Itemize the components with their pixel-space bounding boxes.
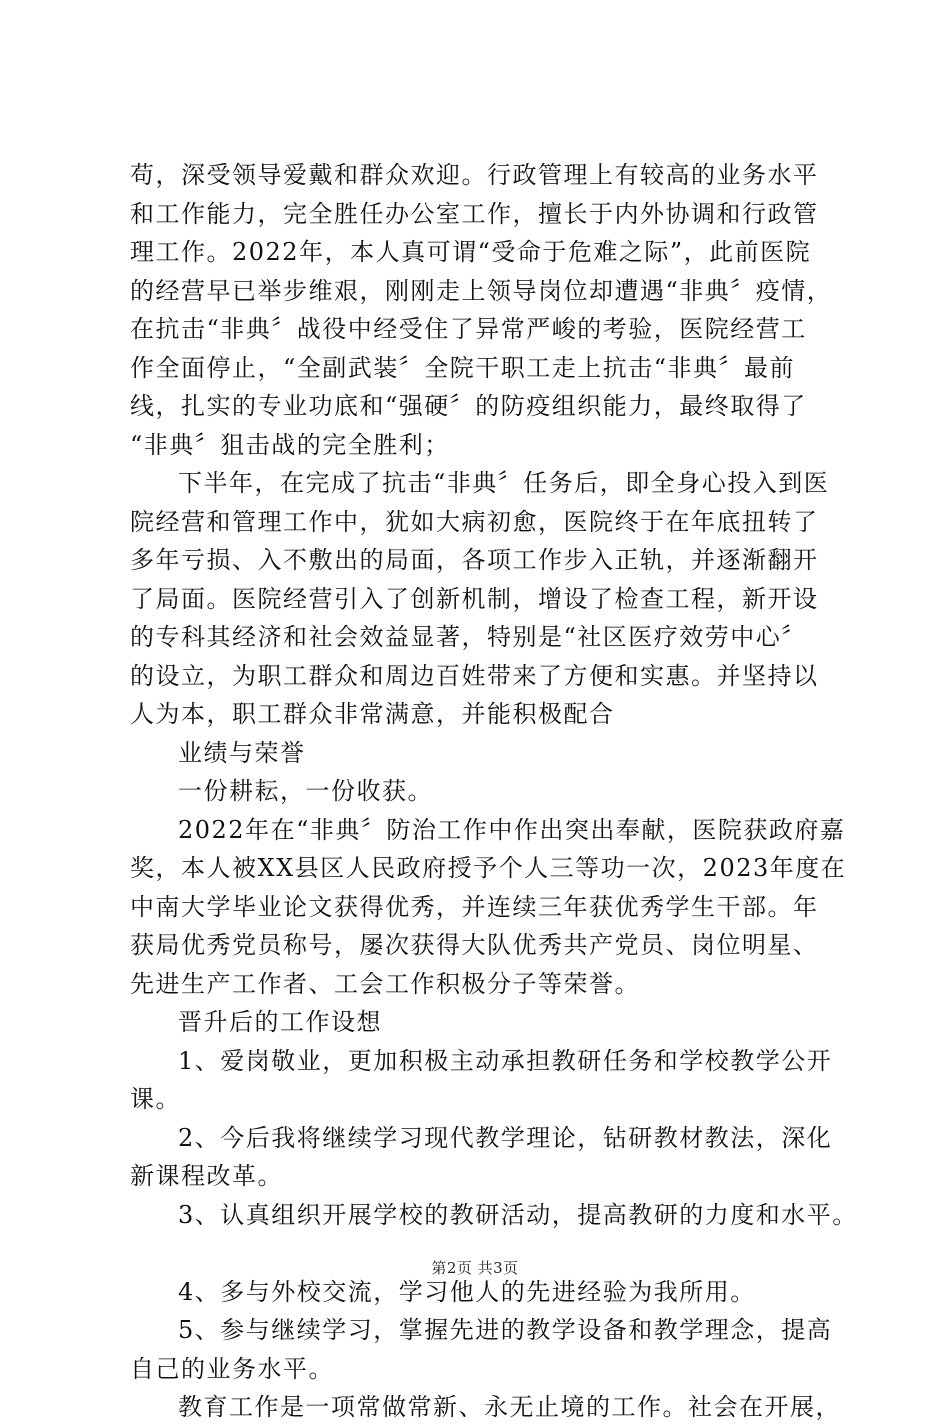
text-line: 获局优秀党员称号，屡次获得大队优秀共产党员、岗位明星、 <box>130 931 819 959</box>
text-line: 线，扎实的专业功底和“强硬〞的防疫组织能力，最终取得了 <box>130 392 807 420</box>
text-line: 作全面停止，“全副武装〞全院干职工走上抗击“非典〞最前 <box>130 353 796 382</box>
text-line: 中南大学毕业论文获得优秀，并连续三年获优秀学生干部。年 <box>130 892 819 921</box>
list-item: 5、参与继续学习，掌握先进的教学设备和教学理念，提高 <box>178 1316 833 1344</box>
list-item: 2、今后我将继续学习现代教学理论，钻研教材教法，深化 <box>178 1123 833 1152</box>
text-line: “非典〞狙击战的完全胜利； <box>130 430 450 459</box>
text-line: 的专科其经济和社会效益显著，特别是“社区医疗效劳中心〞 <box>130 623 807 651</box>
list-item: 3、认真组织开展学校的教研活动，提高教研的力度和水平。 <box>178 1200 858 1229</box>
document-body <box>130 156 858 1427</box>
text-line: 多年亏损、入不敷出的局面，各项工作步入正轨，并逐渐翻开 <box>130 546 819 574</box>
paragraph-start: 一份耕耘，一份收获。 <box>178 777 433 805</box>
text-line: 和工作能力，完全胜任办公室工作，擅长于内外协调和行政管 <box>130 199 819 228</box>
text-line: 新课程改革。 <box>130 1162 283 1190</box>
text-line: 自己的业务水平。 <box>130 1354 334 1383</box>
text-line: 院经营和管理工作中，犹如大病初愈，医院终于在年底扭转了 <box>130 507 819 536</box>
text-line: 先进生产工作者、工会工作积极分子等荣誉。 <box>130 969 640 998</box>
text-line: 人为本，职工群众非常满意，并能积极配合 <box>130 700 615 728</box>
paragraph-start: 2022年在“非典〞防治工作中作出突出奉献，医院获政府嘉 <box>178 815 846 844</box>
text-line: 在抗击“非典〞战役中经受住了异常严峻的考验，医院经营工 <box>130 315 807 343</box>
page-number-footer: 第2页 共3页 <box>431 1259 519 1277</box>
text-line: 课。 <box>130 1085 181 1113</box>
text-line: 的经营早已举步维艰，刚刚走上领导岗位却遭遇“非典〞疫情， <box>130 276 833 305</box>
list-item: 4、多与外校交流，学习他人的先进经验为我所用。 <box>178 1277 756 1306</box>
section-heading: 业绩与荣誉 <box>178 738 306 767</box>
text-line: 苟，深受领导爱戴和群众欢迎。行政管理上有较高的业务水平 <box>130 161 819 189</box>
paragraph-start: 下半年，在完成了抗击“非典〞任务后，即全身心投入到医 <box>178 469 830 497</box>
text-line: 了局面。医院经营引入了创新机制，增设了检查工程，新开设 <box>130 584 819 613</box>
section-heading: 晋升后的工作设想 <box>178 1008 382 1036</box>
text-line: 的设立，为职工群众和周边百姓带来了方便和实惠。并坚持以 <box>130 661 819 690</box>
text-line: 理工作。2022年，本人真可谓“受命于危难之际”，此前医院 <box>130 238 812 266</box>
paragraph-start: 教育工作是一项常做常新、永无止境的工作。社会在开展， <box>178 1393 841 1421</box>
list-item: 1、爱岗敬业，更加积极主动承担教研任务和学校教学公开 <box>178 1046 833 1075</box>
text-line: 奖，本人被XX县区人民政府授予个人三等功一次，2023年度在 <box>130 854 847 882</box>
